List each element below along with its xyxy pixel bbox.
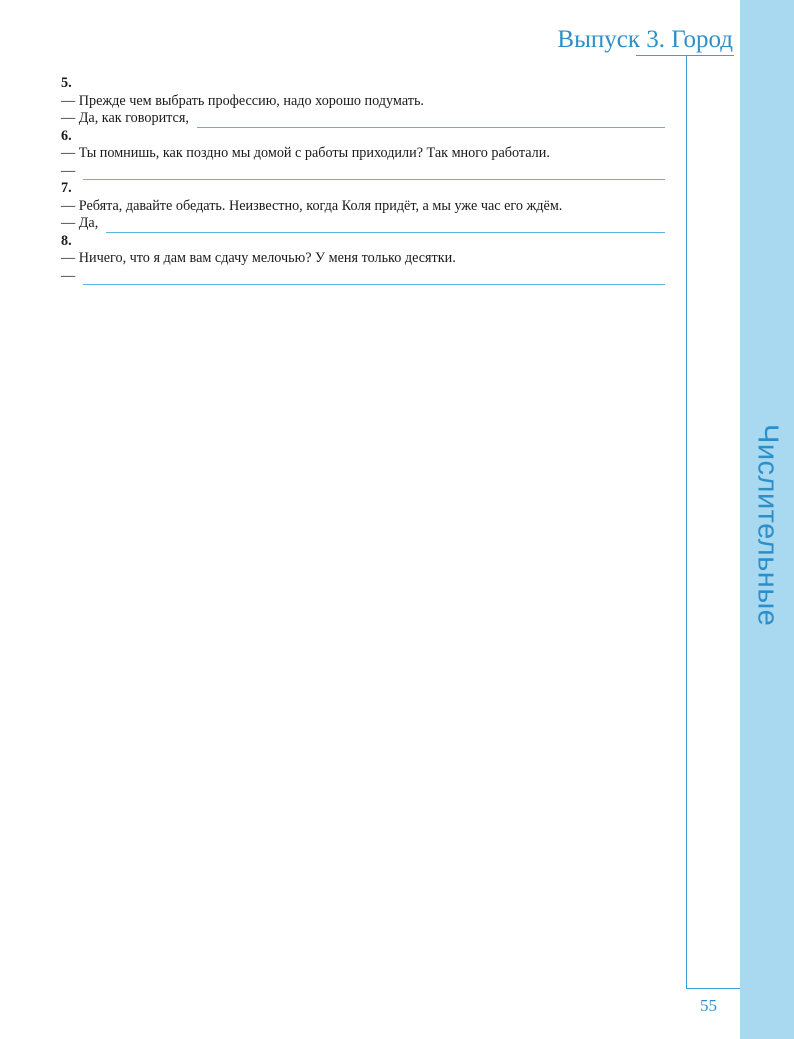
exercise-number: 5. — [61, 75, 72, 91]
exercise-content — [61, 75, 665, 285]
exercise-number: 6. — [61, 127, 72, 144]
page-number: 55 — [700, 996, 717, 1015]
answer-input-line[interactable] — [106, 220, 665, 233]
dialogue-line — [61, 110, 665, 128]
dialogue-line — [61, 93, 665, 111]
dialogue-line — [61, 215, 665, 233]
dialogue-text: — — [61, 267, 76, 284]
answer-input-line[interactable] — [83, 167, 665, 180]
dialogue-line — [61, 145, 665, 163]
header-underline — [636, 55, 734, 56]
footer-frame-line — [686, 988, 740, 989]
dialogue-text: — Ребята, давайте обедать. Неизвестно, когда Коля придёт, а мы уже час его ждём. — [61, 197, 563, 214]
dialogue-text: — Ничего, что я дам вам сдачу мелочью? У меня только десятки. — [61, 250, 456, 266]
dialogue-text: — — [61, 162, 76, 179]
dialogue-line — [61, 250, 665, 268]
dialogue-text: — Ты помнишь, как поздно мы домой с работы приходили? Так много работали. — [61, 145, 550, 161]
exercise-number: 7. — [61, 180, 72, 196]
side-tab-label: Числительные — [751, 423, 784, 627]
answer-input-line[interactable] — [83, 272, 665, 285]
dialogue-text: — Прежде чем выбрать профессию, надо хорошо подумать. — [61, 92, 424, 109]
margin-frame-line — [686, 56, 687, 988]
page-header-title: Выпуск 3. Город — [557, 26, 733, 53]
dialogue-text: — Да, как говорится, — [61, 110, 189, 126]
dialogue-line — [61, 198, 665, 216]
dialogue-line — [61, 268, 665, 286]
dialogue-text: — Да, — [61, 215, 99, 231]
answer-input-line[interactable] — [197, 115, 665, 128]
side-tab — [740, 400, 794, 650]
exercise-number: 8. — [61, 232, 72, 249]
dialogue-line — [61, 163, 665, 181]
